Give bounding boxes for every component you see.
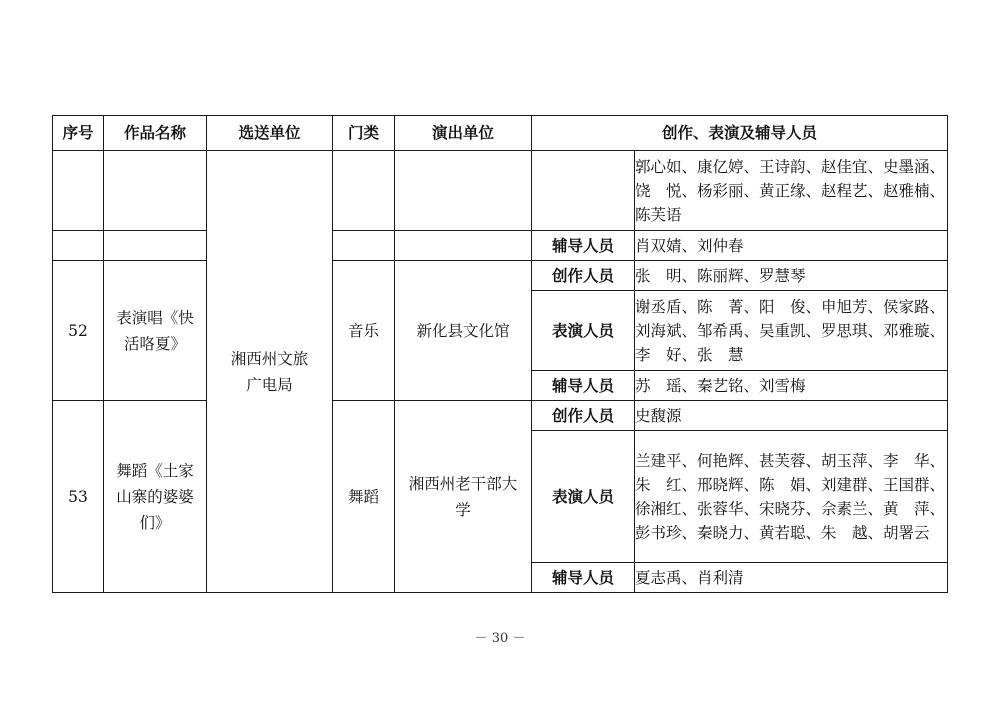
header-staff: 创作、表演及辅导人员 (532, 116, 948, 151)
role-label: 表演人员 (532, 431, 635, 563)
header-submitting-unit: 选送单位 (207, 116, 333, 151)
header-title: 作品名称 (104, 116, 207, 151)
cont-title-cell (104, 151, 207, 231)
cont-category-cell (333, 151, 395, 231)
creator-names: 张 明、陈丽辉、罗慧琴 (635, 261, 948, 291)
entry-category: 舞蹈 (333, 401, 395, 593)
role-label: 创作人员 (532, 261, 635, 291)
entry-performer-unit: 湘西州老干部大学 (408, 474, 518, 519)
role-label: 辅导人员 (532, 231, 635, 261)
header-performer-unit: 演出单位 (395, 116, 532, 151)
entry-title-cell (104, 261, 207, 401)
cont-no-cell (53, 151, 104, 231)
tutor-names: 夏志禹、肖利清 (635, 563, 948, 593)
table-header-row (53, 116, 948, 151)
table-row (53, 151, 948, 231)
performer-names: 兰建平、何艳辉、甚芙蓉、胡玉萍、李 华、朱 红、邢晓辉、陈 娟、刘建群、王国群、徐湘红、张蓉华、宋晓芬、佘素兰、黄 萍、彭书珍、秦晓力、黄若聪、朱 越、胡署云 (635, 431, 948, 563)
role-label: 表演人员 (532, 291, 635, 371)
role-label: 辅导人员 (532, 563, 635, 593)
cont-unit-cell (395, 151, 532, 231)
cont-role-cell (532, 151, 635, 231)
awards-table (52, 115, 948, 593)
entry-no: 52 (53, 261, 104, 401)
table-row (53, 401, 948, 431)
role-label: 创作人员 (532, 401, 635, 431)
submitting-unit: 湘西州文旅广电局 (230, 349, 309, 394)
entry-title: 舞蹈《土家山寨的婆婆们》 (116, 461, 194, 532)
performer-names: 郭心如、康亿婷、王诗韵、赵佳宜、史墨涵、饶 悦、杨彩丽、黄正缘、赵程艺、赵雅楠、陈芙语 (635, 151, 948, 231)
creator-names: 史馥源 (635, 401, 948, 431)
entry-title: 表演唱《快活咯夏》 (116, 308, 194, 353)
role-label: 辅导人员 (532, 371, 635, 401)
table-row (53, 231, 948, 261)
header-category: 门类 (333, 116, 395, 151)
entry-category: 音乐 (333, 261, 395, 401)
tutor-names: 肖双婧、刘仲春 (635, 231, 948, 261)
entry-no: 53 (53, 401, 104, 593)
entry-title-cell (104, 401, 207, 593)
performer-names: 谢丞盾、陈 菁、阳 俊、申旭芳、侯家路、刘海斌、邹希禹、吴重凯、罗思琪、邓雅璇、李 好、张 慧 (635, 291, 948, 371)
table-row (53, 261, 948, 291)
entry-performer-unit: 新化县文化馆 (395, 261, 532, 401)
tutor-names: 苏 瑶、秦艺铭、刘雪梅 (635, 371, 948, 401)
header-no: 序号 (53, 116, 104, 151)
entry-performer-unit-cell (395, 401, 532, 593)
page-number: － 30 － (474, 631, 526, 646)
submitting-unit-cell (207, 151, 333, 593)
